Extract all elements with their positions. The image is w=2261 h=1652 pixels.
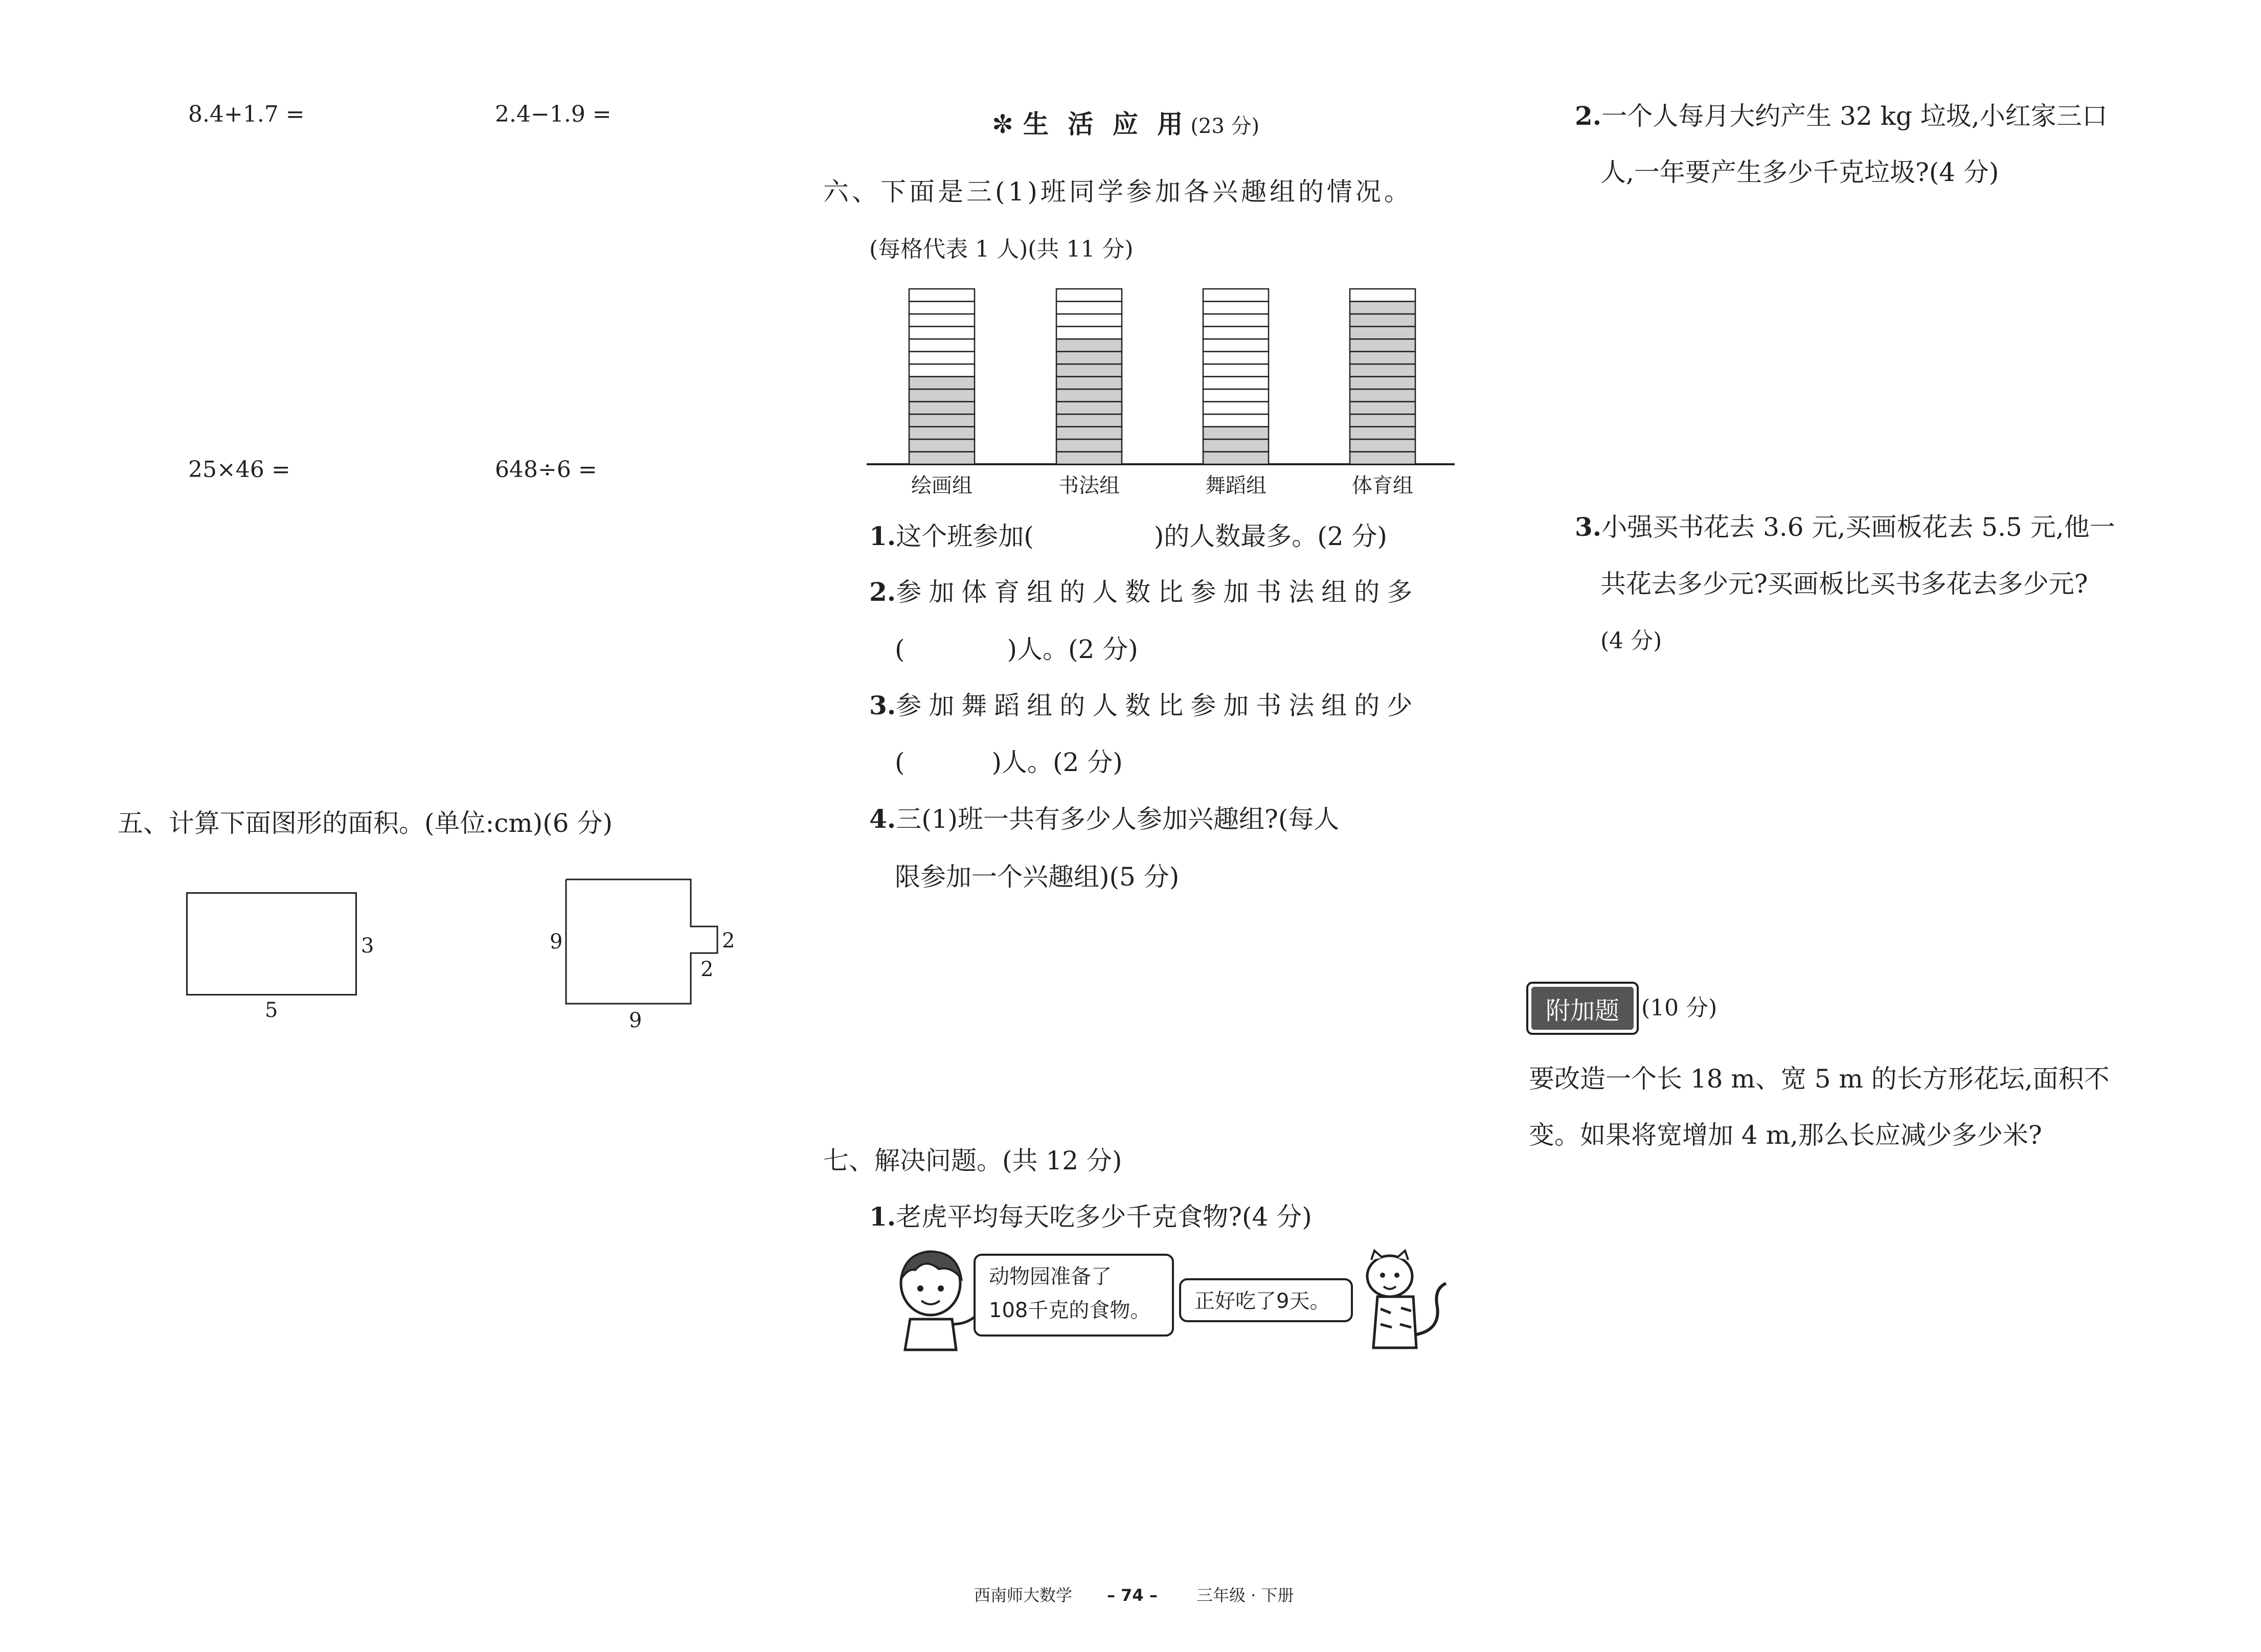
bar-cell-empty <box>1056 314 1122 327</box>
boy-illustration <box>890 1248 982 1352</box>
q3-line2-b: )人。(2 分) <box>991 748 1123 777</box>
bar-cell-empty <box>1203 352 1269 365</box>
bar-cell-filled <box>1350 364 1415 377</box>
section7-q3-line2: 共花去多少元?买画板比买书多花去多少元? <box>1600 569 2088 599</box>
section5-heading: 五、计算下面图形的面积。(单位:cm)(6 分) <box>118 808 613 838</box>
footer-page-number: – 74 – <box>1107 1586 1158 1605</box>
s7-q2-number: 2. <box>1575 101 1602 131</box>
composite-notch-right-label: 2 <box>722 929 735 953</box>
bar-cell-empty <box>1056 327 1122 340</box>
bar-cell-filled <box>1350 352 1415 365</box>
bar-cell-filled <box>1056 389 1122 402</box>
speech-bubble-tiger <box>1179 1278 1353 1322</box>
bar-cell-filled <box>1056 339 1122 352</box>
bar-cell-empty <box>909 364 975 377</box>
bar-cell-empty <box>1203 414 1269 427</box>
bonus-line2: 变。如果将宽增加 4 m,那么长应减少多少米? <box>1529 1120 2042 1150</box>
bar-cell-empty <box>909 302 975 314</box>
bar-cell-empty <box>1203 377 1269 390</box>
q1-text-b: )的人数最多。(2 分) <box>1154 522 1387 551</box>
composite-bottom-label: 9 <box>629 1009 642 1032</box>
bonus-points: (10 分) <box>1641 995 1717 1021</box>
footer-left: 西南师大数学 <box>974 1586 1073 1605</box>
bar-cell-filled <box>909 439 975 452</box>
bar-cell-filled <box>1056 364 1122 377</box>
life-points: (23 分) <box>1190 115 1260 138</box>
q1-number: 1. <box>869 521 896 551</box>
rect-width-label: 5 <box>265 999 278 1022</box>
bar-cell-filled <box>1350 439 1415 452</box>
bar-cell-filled <box>1056 452 1122 465</box>
footer-right: 三年级 · 下册 <box>1196 1586 1294 1605</box>
bar-cell-empty <box>1203 302 1269 314</box>
bar-cell-filled <box>1350 339 1415 352</box>
bar-cell-filled <box>1056 427 1122 440</box>
bar-cell-empty <box>1203 402 1269 415</box>
bar-cell-empty <box>1203 339 1269 352</box>
q3-line1: 参加舞蹈组的人数比参加书法组的少 <box>896 691 1420 720</box>
bar-cell-empty <box>1203 327 1269 340</box>
bar-cell-filled <box>1350 452 1415 465</box>
section6-q2-line1 <box>869 579 1419 605</box>
bar-cell-filled <box>1350 327 1415 340</box>
section7-q2-line1 <box>1575 103 2108 129</box>
bar-cell-empty <box>1203 289 1269 302</box>
bar-cell-empty <box>909 339 975 352</box>
bar-cell-filled <box>1350 314 1415 327</box>
flower-icon: ✼ <box>992 109 1013 139</box>
bonus-badge-label: 附加题 <box>1531 987 1634 1030</box>
bar-cell-filled <box>1350 389 1415 402</box>
bar-cell-filled <box>909 427 975 440</box>
section7-q1 <box>869 1204 1312 1230</box>
bar-1 <box>909 289 975 464</box>
q4-line1: 三(1)班一共有多少人参加兴趣组?(每人 <box>896 804 1340 834</box>
bonus-line1: 要改造一个长 18 m、宽 5 m 的长方形花坛,面积不 <box>1529 1064 2110 1094</box>
bar-cell-filled <box>1350 402 1415 415</box>
q3-number: 3. <box>869 690 896 720</box>
bar-cell-filled <box>1056 439 1122 452</box>
s7-q3-number: 3. <box>1575 512 1602 542</box>
category-label-3: 舞蹈组 <box>1205 474 1267 497</box>
bar-cell-empty <box>1056 289 1122 302</box>
category-label-1: 绘画组 <box>911 474 973 497</box>
life-title-text: 生 活 应 用 <box>1023 109 1188 139</box>
section6-q4-line1 <box>869 806 1339 832</box>
bubble1-line2: 108千克的食物。 <box>989 1299 1151 1322</box>
bonus-badge <box>1526 982 1639 1035</box>
bubble1-line1: 动物园准备了 <box>989 1265 1112 1288</box>
q3-line2-a: ( <box>895 748 905 777</box>
bar-cell-filled <box>1350 427 1415 440</box>
s7-q3-line1: 小强买书花去 3.6 元,买画板花去 5.5 元,他一 <box>1601 512 2115 542</box>
section6-note: (每格代表 1 人)(共 11 分) <box>869 236 1134 262</box>
rect-height-label: 3 <box>361 934 374 958</box>
bar-cell-empty <box>909 289 975 302</box>
calc-1: 8.4+1.7 = <box>188 101 305 127</box>
q2-line1: 参加体育组的人数比参加书法组的多 <box>896 577 1420 607</box>
q2-number: 2. <box>869 577 896 607</box>
bar-cell-empty <box>1203 314 1269 327</box>
bubble2-text: 正好吃了9天。 <box>1194 1289 1330 1313</box>
bar-cell-filled <box>909 414 975 427</box>
bar-cell-filled <box>1203 452 1269 465</box>
bar-cell-filled <box>1350 302 1415 314</box>
q4-number: 4. <box>869 804 896 834</box>
bar-cell-filled <box>1056 402 1122 415</box>
bar-cell-filled <box>1203 427 1269 440</box>
bar-cell-filled <box>909 389 975 402</box>
section6-q3-line1 <box>869 690 1420 720</box>
bar-cell-empty <box>909 352 975 365</box>
bar-cell-filled <box>909 452 975 465</box>
tiger-illustration <box>1360 1248 1452 1352</box>
section6-heading: 六、下面是三(1)班同学参加各兴趣组的情况。 <box>823 177 1413 207</box>
s7-q1-number: 1. <box>869 1202 896 1232</box>
s7-q2-line1: 一个人每月大约产生 32 kg 垃圾,小红家三口 <box>1601 101 2108 131</box>
section7-q2-line2: 人,一年要产生多少千克垃圾?(4 分) <box>1600 157 1999 187</box>
section7-heading: 七、解决问题。(共 12 分) <box>823 1146 1122 1175</box>
bar-cell-empty <box>909 314 975 327</box>
composite-notch-bottom-label: 2 <box>700 958 714 981</box>
category-label-4: 体育组 <box>1352 474 1413 497</box>
q2-line2-b: )人。(2 分) <box>1007 635 1138 664</box>
bar-cell-filled <box>909 377 975 390</box>
bar-cell-empty <box>909 327 975 340</box>
bar-3 <box>1203 289 1269 464</box>
bar-cell-filled <box>909 402 975 415</box>
bar-2 <box>1056 289 1122 464</box>
section6-q2-line2 <box>895 637 1138 662</box>
section7-q3-line1 <box>1575 514 2115 540</box>
bar-cell-filled <box>1350 377 1415 390</box>
calc-3: 25×46 = <box>188 457 290 483</box>
category-label-2: 书法组 <box>1058 474 1120 497</box>
calc-4: 648÷6 = <box>495 457 597 483</box>
speech-bubble-boy <box>974 1254 1174 1337</box>
bar-cell-empty <box>1350 289 1415 302</box>
bar-cell-empty <box>1203 364 1269 377</box>
bar-cell-filled <box>1056 352 1122 365</box>
bar-cell-filled <box>1203 439 1269 452</box>
q1-text-a: 这个班参加( <box>896 522 1034 551</box>
bar-cell-filled <box>1350 414 1415 427</box>
bar-cell-empty <box>1203 389 1269 402</box>
bar-cell-filled <box>1056 414 1122 427</box>
bar-cell-filled <box>1056 377 1122 390</box>
bar-cell-empty <box>1056 302 1122 314</box>
section6-q1 <box>869 521 1387 551</box>
section6-q4-line2: 限参加一个兴趣组)(5 分) <box>895 862 1180 892</box>
section7-q3-line3: (4 分) <box>1600 628 1662 654</box>
section6-q3-line2 <box>895 750 1123 775</box>
s7-q1-text: 老虎平均每天吃多少千克食物?(4 分) <box>896 1202 1312 1232</box>
calc-2: 2.4−1.9 = <box>495 101 612 127</box>
composite-left-label: 9 <box>550 930 563 954</box>
q2-line2-a: ( <box>895 635 905 664</box>
bar-4 <box>1350 289 1415 464</box>
